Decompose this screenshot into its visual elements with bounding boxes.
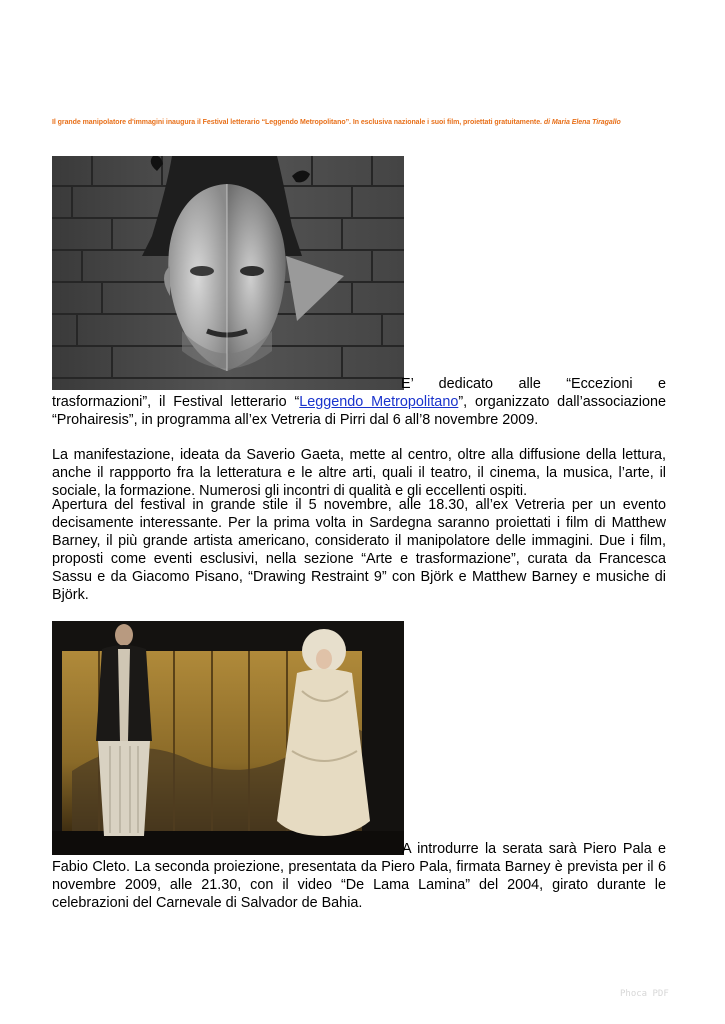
intro-text-before-link: trasformazioni”, il Festival letterario “ [52,394,300,410]
subtitle-text: Il grande manipolatore d'immagini inaugura il Festival letterario “Leggendo Metropolitano”. In esclusiva nazionale i suoi film, proiettati gratuitamente. [52,119,542,126]
paragraph-intro [52,375,666,429]
kimono-figures-photo [52,621,404,855]
paragraph-seconda-body: Fabio Cleto. La seconda proiezione, presentata da Piero Pala, firmata Barney è prevista per il 6 novembre 2009, alle 21.30, con il video “De Lama Lamina” del 2004, girato durante le celebrazioni del Carnevale di Salvador de Bahia. [52,859,666,911]
paragraph-intro-body [52,393,666,429]
intro-text-after-link: ”, organizzato dall’associazione “Prohairesis”, in programma all’ex Vetreria di Pirri dal 6 all’8 novembre 2009. [52,394,666,428]
phoca-pdf-link[interactable]: Phoca PDF [620,989,669,999]
article-subtitle [52,119,672,126]
paragraph-apertura: Apertura del festival in grande stile il 5 novembre, alle 18.30, all’ex Vetreria per un evento decisamente interessante. Per la prima volta in Sardegna saranno proiettati i film di Matthew Barney, il più grande artista americano, considerato il manipolatore delle immagini. Due i film, proposti come eventi esclusivi, nella sezione “Arte e trasformazione”, curata da Francesca Sassu e da Giacomo Pisano, “Drawing Restraint 9” con Björk e Matthew Barney e musiche di Björk. [52,497,666,603]
paragraph-manifestazione: La manifestazione, ideata da Saverio Gaeta, mette al centro, oltre alla diffusione della lettura, anche il rappporto fra la letteratura e le altre arti, quali il teatro, il cinema, la musica, l’arte, il sociale, la formazione. Numerosi gli incontri di qualità e gli eccellenti ospiti. [52,447,666,499]
paragraph-seconda-lead: A introdurre la serata sarà Piero Pala e [402,841,666,857]
author-byline: di Maria Elena Tiragallo [543,119,621,126]
face-portrait-photo [52,156,404,390]
paragraph-seconda-proiezione [52,840,666,912]
paragraph-intro-lead: E’ dedicato alle “Eccezioni e [401,376,666,392]
leggendo-metropolitano-link[interactable]: Leggendo Metropolitano [299,394,459,410]
